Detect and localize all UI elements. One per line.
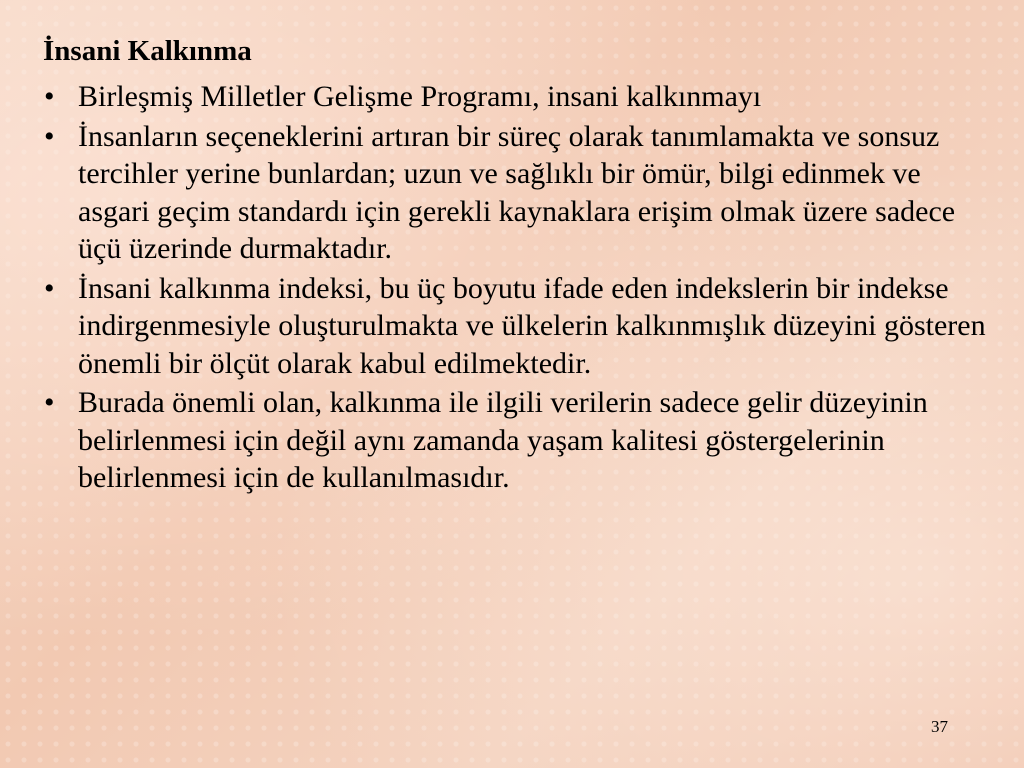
bullet-item [40,384,990,497]
bullet-text: Burada önemli olan, kalkınma ile ilgili verilerin sadece gelir düzeyinin belirlenmesi için değil aynı zamanda yaşam kalitesi göstergelerinin belirlenmesi için de kullanılmasıdır. [78,386,928,494]
bullet-list [40,78,990,499]
slide-title: İnsani Kalkınma [43,35,252,67]
bullet-text: İnsanların seçeneklerini artıran bir süreç olarak tanımlamakta ve sonsuz tercihler yerine bunlardan; uzun ve sağlıklı bir ömür, bilgi edinmek ve asgari geçim standardı için gerekli kaynaklara erişim olmak üzere sadece üçü üzerinde durmaktadır. [78,119,956,265]
bullet-item [40,78,990,116]
bullet-text: İnsani kalkınma indeksi, bu üç boyutu ifade eden indekslerin bir indekse indirgenmesiyle oluşturulmakta ve ülkelerin kalkınmışlık düzeyini gösteren önemli bir ölçüt olarak kabul edilmektedir. [78,271,986,380]
page-number: 37 [931,717,948,736]
bullet-icon: • [44,271,55,305]
bullet-item [40,270,990,383]
bullet-icon: • [44,386,55,419]
bullet-item [40,118,990,268]
bullet-icon: • [44,119,55,153]
bullet-text: Birleşmiş Milletler Gelişme Programı, insani kalkınmayı [78,80,762,113]
bullet-icon: • [44,80,55,113]
